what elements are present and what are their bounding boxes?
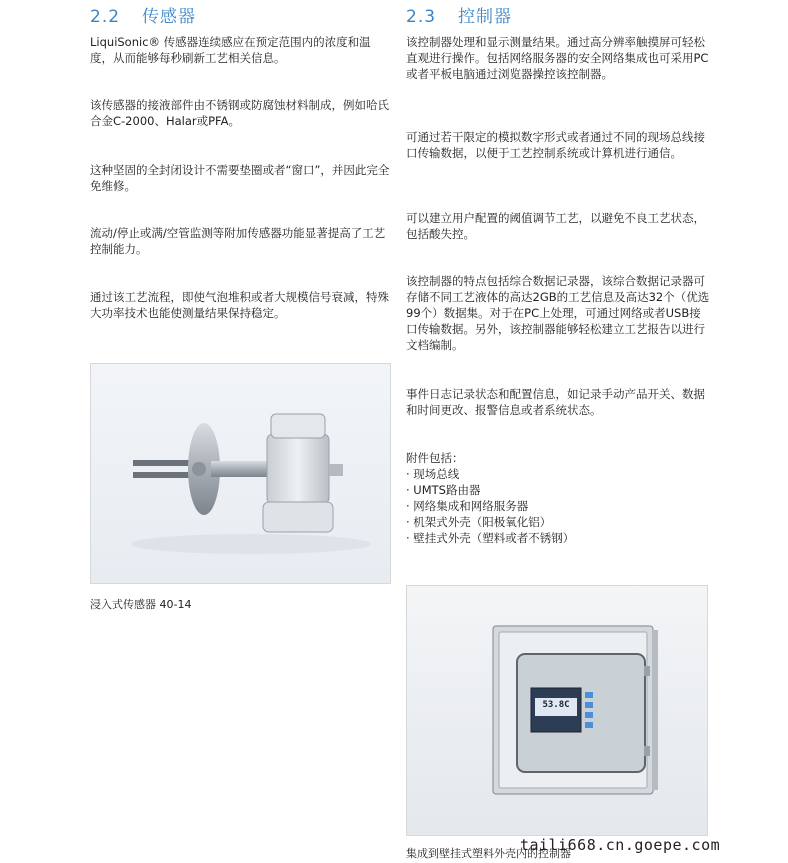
image-caption: 集成到壁挂式塑料外壳内的控制器 [406, 847, 571, 860]
paragraph: 该控制器的特点包括综合数据记录器，该综合数据记录器可存储不同工艺液体的高达2GB的工艺信息及高达32个（优选99个）数据集。对于在PC上处理，可通过网络或者USB接口传输数据。另外，该控制器能够轻松建立工艺报告以进行文档编制。 [406, 274, 710, 352]
list-item: · 现场总线 [406, 467, 460, 481]
watermark-text: taili668.cn.goepe.com [520, 836, 721, 854]
paragraph: 可通过若干限定的模拟数字形式或者通过不同的现场总线接口传输数据，以便于工艺控制系统或计算机进行通信。 [406, 130, 705, 160]
paragraph: 可以建立用户配置的阈值调节工艺，以避免不良工艺状态，包括酸失控。 [406, 211, 705, 241]
section-number: 2.3 [406, 7, 437, 27]
paragraph: LiquiSonic® 传感器连续感应在预定范围内的浓度和温度，从而能够每秒刷新工艺相关信息。 [90, 35, 371, 65]
accessories-list [406, 466, 574, 546]
paragraph: 该传感器的接液部件由不锈钢或防腐蚀材料制成，例如哈氏合金C-2000、Halar或PFA。 [90, 98, 389, 128]
list-item: · 机架式外壳（阳极氧化铝） [406, 515, 552, 529]
section-heading-controller [406, 2, 512, 27]
section-heading-sensor [90, 2, 196, 27]
controller-photo [406, 585, 708, 836]
section-number: 2.2 [90, 7, 121, 27]
section-title: 控制器 [458, 7, 513, 27]
image-caption: 浸入式传感器 40-14 [90, 598, 192, 611]
list-item: · UMTS路由器 [406, 483, 481, 497]
screen-readout: 53.8C [542, 700, 570, 710]
paragraph: 通过该工艺流程，即使气泡堆积或者大规模信号衰减，特殊大功率技术也能使测量结果保持稳定。 [90, 290, 389, 320]
paragraph: 事件日志记录状态和配置信息，如记录手动产品开关、数据和时间更改、报警信息或者系统状态。 [406, 387, 705, 417]
paragraph: 流动/停止或满/空管监测等附加传感器功能显著提高了工艺控制能力。 [90, 226, 386, 256]
wall-mounted-controller-image [407, 586, 707, 835]
sensor-photo [90, 363, 391, 584]
list-item: · 网络集成和网络服务器 [406, 499, 529, 513]
section-title: 传感器 [142, 7, 197, 27]
accessories-title: 附件包括： [406, 451, 464, 465]
list-item: · 壁挂式外壳（塑料或者不锈钢） [406, 531, 575, 545]
paragraph: 该控制器处理和显示测量结果。通过高分辨率触摸屏可轻松直观进行操作。包括网络服务器的安全网络集成也可采用PC或者平板电脑通过浏览器操控该控制器。 [406, 35, 709, 81]
paragraph: 这种坚固的全封闭设计不需要垫圈或者“窗口”，并因此完全免维修。 [90, 163, 390, 193]
immersion-sensor-image [91, 364, 390, 583]
